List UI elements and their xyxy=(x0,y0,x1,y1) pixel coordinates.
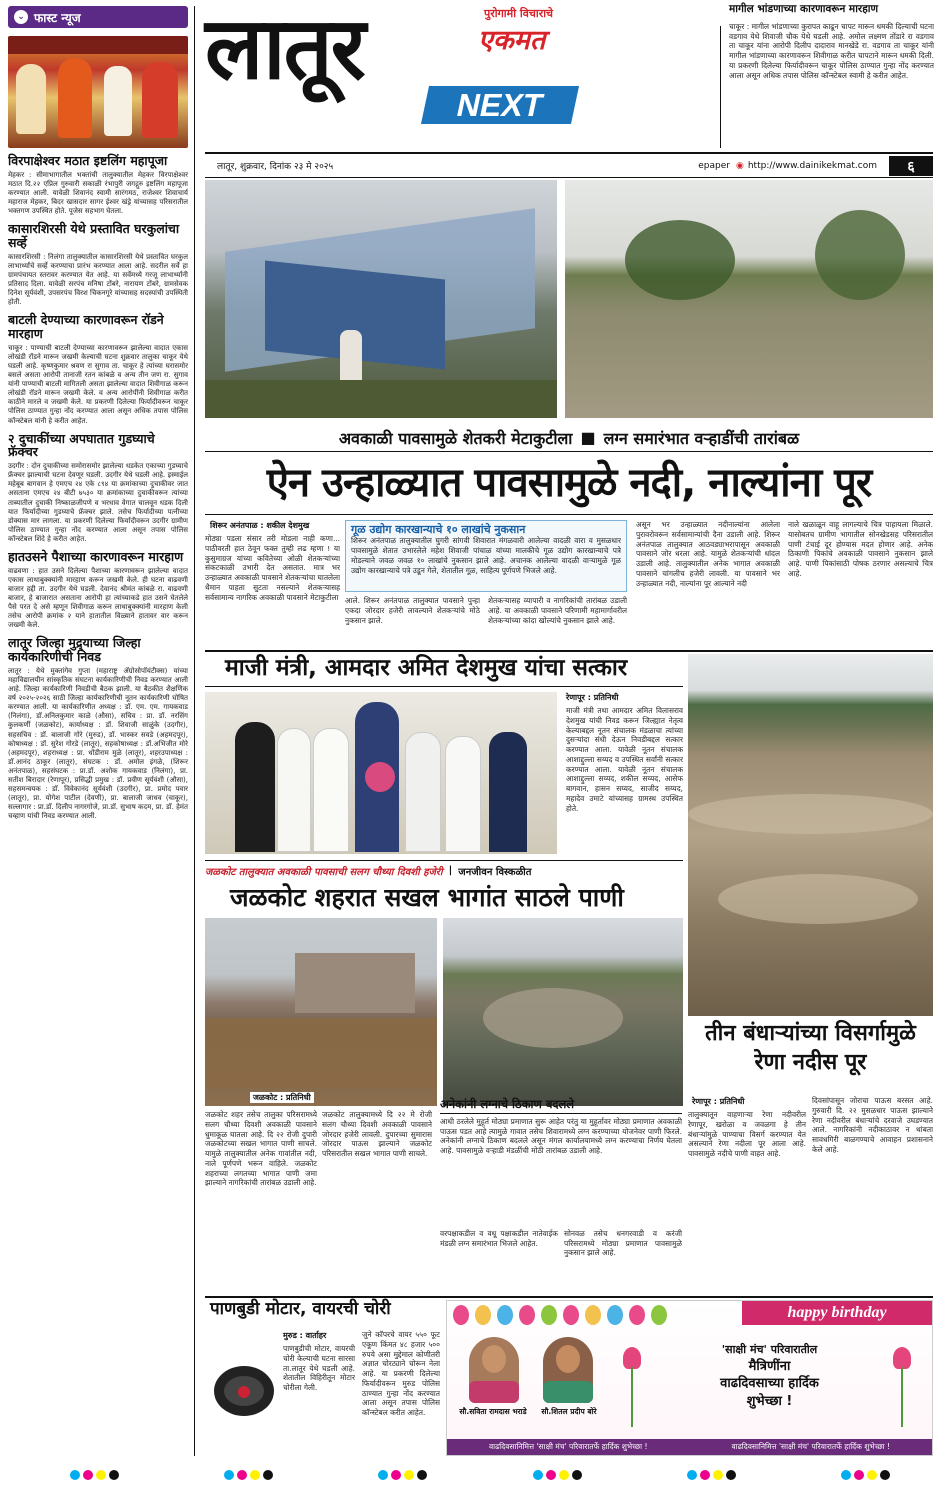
jalkot-col1: जळकोट शहर तसेच तालुका परिसरामध्ये सलग चौथ्या दिवशी अवकाळी पावसाने धुमाकूळ घातला आहे. दि २२ रोजी दुपारी जळकोटच्या सखल भागात पाणी साचले. यामुळे तालुक्यातील अनेक गावांतील नदी, नाले पूर्णपणे भरून वाहिले. जळकोट शहराच्या लगतच्या भागात पाणी जमा झाल्याने नागरिकांची तारांबळ उडाली आहे. xyxy=(205,1110,317,1188)
square-bullet-icon: ■ xyxy=(580,428,596,447)
story-body: चाकूर : पाण्याची बाटली देण्याच्या कारणावरून झालेल्या वादात एकास लोखंडी रॉडने मारून जखमी केल्याची घटना शुक्रवार तालुका चाकूर येथे घडली आहे. कृष्णकुमार श्रवण रा सुगाव ता. चाकूर हे त्यांच्या घरासमोर बसले असता आरोपी तानाजी रतन कांबळे व अन्य तीन जण रा. सुगाव यांनी पाण्याची बाटली मागितली असता झालेल्या वादात शिवीगाळ करून लोखंडी रॉडने मारून जखमी केले. व अन्य आरोपींनी शिवीगाळ करीत काठीने मारले व जखमी केले. या प्रकरणी दिलेल्या फिर्यादीवरून चाकूर पोलिस ठाण्यात गुन्हा नोंद करण्यात आला असून अधिक तपास पोलिस कॉन्स्टेबल यांनी हे करीत आहेत. xyxy=(8,343,188,425)
brand-tagline: पुरोगामी विचाराचे xyxy=(484,7,554,20)
masthead-title: लातूर xyxy=(205,0,364,99)
birthday-message xyxy=(662,1343,877,1410)
strap-text: जळकोट तालुक्यात अवकाळी पावसाची सलग चौथ्या दिवशी हजेरी xyxy=(205,866,443,878)
amit-byline: रेणापूर : प्रतिनिधी xyxy=(566,693,619,702)
msg-line: वाढदिवसाच्या हार्दिक xyxy=(720,1376,819,1392)
lead-box xyxy=(345,520,627,592)
story-body: चाकूर : मागील भांडणाच्या कुरापत काढून चापट मारून धमकी दिल्याची घटना वडगाव येथे शिवाजी चौक येथे घडली आहे. अमोल लक्ष्मण तोंडारे रा वडगाव ता चाकूर यांना आरोपी दिलीप दादाराव मानखेडे रा. वडगाव ता चाकूर यांनी मागील भांडणाच्या कारणावरून शिवीगाळ करीत चापटाने मारून धमकी दिली. या प्रकरणी दिलेल्या फिर्यादीवरून चाकूर पोलिस ठाण्यात गुन्हा नोंद करण्यात आला असून अधिक तपास पोलिस कॉन्स्टेबल स्वामी हे करीत आहेत. xyxy=(729,21,934,80)
story-body: मेहकर : सीमाभागातील भक्तांची तालुक्यातील मेहकर विरपाक्षेश्वर मठात दि.२२ एप्रिल गुरुवारी सकाळी रंभापुरी जगद्गुरु इष्टलिंग महापूजा करण्यात आली. यावेळी शिवानंद स्वामी सारंगमठ, राजेश्वर शिवाचार्य महाराज मेहकर, बिदर खासदार सागर ईश्वर खंड्रे यांच्यासह परिसरातील भक्तगण उपस्थित होते. पूजेस सहभाग घेतला. xyxy=(8,170,188,216)
flood-byline: रेणापूर : प्रतिनिधी xyxy=(692,1097,745,1106)
wedding-col3: सोनवळ तसेच धनगरवाडी व करंजी परिसरामध्ये मोठ्या प्रमाणात पावसामुळे नुकसान झाले आहे. xyxy=(564,1228,682,1258)
strap-text-2: जनजीवन विस्कळीत xyxy=(458,866,532,878)
balloon-icon xyxy=(519,1305,535,1325)
page-number: ६ xyxy=(889,156,933,176)
avatar xyxy=(543,1337,593,1403)
balloon-icon xyxy=(541,1305,557,1325)
story-title: हातउसने पैशाच्या कारणावरून मारहाण xyxy=(8,548,184,564)
epaper-label: epaper xyxy=(698,160,730,171)
flooded-field-photo xyxy=(565,180,933,418)
chevron-down-icon: ⌄ xyxy=(14,10,28,24)
strap-right: लग्न समारंभात वऱ्हाडींची तारांबळ xyxy=(603,428,800,448)
tulip-icon xyxy=(617,1347,647,1427)
temple-photo xyxy=(8,36,188,148)
amit-body: माजी मंत्री तथा आमदार अमित विलासराव देशमुख यांची निवड करून जिल्ह्यात नेतृत्व केल्याबद्दल नूतन संचालक मंडळाचा त्यांच्या दुसऱ्यांदा संधी देऊन निवडीबद्दल सत्कार करण्यात आला. यावेळी नूतन संचालक आशाद्दुल्ला सय्यद व उपस्थित सर्वांनी सत्कार करण्यात आला. यावेळी नूतन संचालक आशाद्दुल्ला सय्यद, शकील सय्यद, आसेफ बागवान, हासन सय्यद, साजीद सय्यद, महादेव उमाटे यांच्यासह ग्रामस्थ उपस्थित होते. xyxy=(566,706,683,813)
birthday-ad xyxy=(446,1300,933,1456)
story-title: २ दुचाकींच्या अपघातात गुडघ्याचे फ्रॅक्चर xyxy=(8,430,155,460)
theft-headline: पाणबुडी मोटार, वायरची चोरी xyxy=(210,1299,391,1319)
water-stream-photo xyxy=(443,918,683,1106)
flood-col2: दिवसांपासून जोराचा पाऊस बरसत आहे. गुरुवारी दि. २२ मुसळधार पाऊस झाल्याने रेणा नदीवरील बंधाऱ्यांचे दरवाजे उघडण्यात आले. नागरिकांनी नदीकाठावर न थांबता सावधगिरी बाळगण्याचे आवाहन प्रशासनाने केले आहे. xyxy=(812,1096,933,1154)
balloon-icon xyxy=(651,1305,667,1325)
story-title: कासारशिरसी येथे प्रस्तावित घरकुलांचा सर्व्हे xyxy=(8,221,180,250)
masthead-next: NEXT xyxy=(421,86,579,124)
birthday-footer xyxy=(447,1439,932,1455)
box-body: शिरूर अनंतपाळ तालुक्यातील घुगरी सांगवी शिवारात मंगळवारी आलेल्या वादळी वारा व मुसळधार पावसामुळे शेतात उभारलेले महेश शिवाजी पांचाळ यांच्या मालकीचे गूळ उद्योग कारखान्याचे पत्रे मोडल्याने जवळ जवळ १० लाखांचे नुकसान झाले आहे. अचानक आलेल्या वादळी वाऱ्यामुळे गूळ उद्योग कारखान्याचे पत्रे उडून गेले, शेतातील गूळ, साहित्य पूर्णपणे भिजले आहे. xyxy=(351,536,621,575)
person-name: सौ.शितल प्रदीप बोरे xyxy=(541,1407,597,1416)
lead-byline: शिरूर अनंतपाळ : शकील देशमुख xyxy=(210,521,310,530)
wedding-title: अनेकांनी लग्नाचे ठिकाण बदलले xyxy=(440,1098,682,1114)
balloon-icon xyxy=(497,1305,513,1325)
story-body: कासारशिरसी : निलंगा तालुक्यातील कासारशिरसी येथे प्रस्तावित घरकुल लाभार्थ्यांचे सर्व्हे करण्याचा प्रारंभ करण्यात आला आहे. सदरील सर्वे हा ग्रामपंचायत स्तरावर करण्यात येत आहे. या सर्वेमध्ये गरजू लाभार्थ्यांनी प्रतिसाद दिला. यावेळी सरपंच मनिषा टोंबरे, नारायण टोंबरे, ग्रामसेवक दिनेश सूर्यवंशी, उपसरपंच विरश चिकनगूरे यांच्यासह सदस्यांची उपस्थिती होती. xyxy=(8,252,188,307)
waterlogged-street-photo xyxy=(205,918,437,1106)
jalkot-headline: जळकोट शहरात सखल भागांत साठले पाणी xyxy=(230,883,624,912)
person-name: सौ.सविता रामदास भराडे xyxy=(459,1407,527,1416)
date-bar xyxy=(205,152,933,178)
damaged-shed-photo xyxy=(205,180,557,418)
brand-logo: एकमत xyxy=(478,25,546,56)
tulip-icon xyxy=(887,1347,917,1427)
balloon-icon xyxy=(453,1305,469,1325)
amit-headline: माजी मंत्री, आमदार अमित देशमुख यांचा सत्कार xyxy=(225,655,628,681)
balloon-icon xyxy=(475,1305,491,1325)
footer-text: वाढदिवसानिमित्त 'साक्षी मंच' परिवारातर्फे हार्दिक शुभेच्छा ! xyxy=(731,1442,891,1451)
lead-strap xyxy=(205,424,933,452)
flood-headline: तीन बंधाऱ्यांच्या विसर्गामुळे रेणा नदीस पूर xyxy=(705,1021,916,1075)
separator-icon: | xyxy=(448,865,453,876)
balloon-icon xyxy=(607,1305,623,1325)
felicitation-photo xyxy=(205,692,557,854)
motor-wire-photo xyxy=(210,1330,278,1456)
lead-col1: मोठ्या पडला संसार तरी मोडला नाही कणा... पाठीवरती हात ठेवून फक्त तुम्ही लढ म्हणा ! या कुसुमाग्रज यांच्या कवितेच्या ओळी शेतकऱ्यांच्या संकटकाळी उभारी देत असतात. मात्र भर उन्हाळ्यात अवकाळी पावसाने शेतकऱ्यांचा घातलेला थैमान पाहता सुटता नसल्याने शेतकऱ्यासह सर्वसामान्य नागरिक अवकाळी पावसाने मेटाकुटीला xyxy=(205,534,340,602)
wedding-col2: वरपक्षाकडील व वधू पक्षाकडील नातेवाईक मंडळी लग्न समारंभात भिजले आहेत. xyxy=(440,1228,558,1248)
jalkot-col2: जळकोट तालुक्यामध्ये दि २२ मे रोजी सलग चौथ्या दिवशी अवकाळी पावसाने जोरदार हजेरी लावली. दुपारच्या सुमारास जोरदार पाऊस झाल्याने जळकोट परिसरातील सखल भागात पाणी साचले. xyxy=(322,1110,432,1159)
balloon-icon xyxy=(629,1305,645,1325)
top-right-story xyxy=(720,3,934,148)
birthday-banner: happy birthday xyxy=(742,1301,932,1325)
msg-line: मैत्रिणींना xyxy=(748,1358,791,1374)
lead-col4: असून भर उन्हाळ्यात नदीनाल्यांना आलेला पुरावरोवरून सर्वसामान्यांची दैना उडाली आहे. शिरूर अनंतपाळ तालुक्यात आठवड्याभरापासून अवकाळी पावसाने जोर धरला आहे. यामुळे शेतकऱ्यांची धांदल उडाली आहे. तालुक्यातील अनेक भागात अवकाळी पावसाने चांगलीच हजेरी लावली. या पावसाने भर उन्हाळ्यात नदी, नाल्यांना पूर आल्याने नदी xyxy=(636,520,780,588)
strap-left: अवकाळी पावसामुळे शेतकरी मेटाकुटीला xyxy=(338,428,573,448)
msg-line: 'साक्षी मंच' परिवारातील xyxy=(721,1343,818,1356)
balloon-icon xyxy=(563,1305,579,1325)
theft-byline: मुरुड : वार्ताहर xyxy=(283,1331,327,1340)
story-title: बाटली देण्याच्या कारणावरून रॉडने मारहाण xyxy=(8,312,164,342)
story-title: विरपाक्षेश्वर मठात इष्टलिंग महापूजा xyxy=(8,153,168,168)
lead-col5: नाले खळाळून वाहू लागल्याचे चित्र पाहायला मिळाले. यासोबतच ग्रामीण भागातील सोनखेडसह परिसरातील पाणी टंचाई दूर होण्यास मदत होणार आहे. अनेक ठिकाणी पिकांचे अवकाळी पावसाने नुकसान झाले आहे. पाणी पिकांसाठी पोषक ठरणार असल्याचे चित्र आहे. xyxy=(788,520,933,578)
balloon-row xyxy=(453,1305,733,1327)
story-body: उदगीर : दोन दुचाकीच्या समोरासमोर झालेल्या धडकेत एकाच्या गुडघ्याचे फ्रॅक्चर झाल्याची घटना देवणूर घडली. उदगीर येथे घडली आहे. इस्माईल महेबूब बागवान हे एमएच २४ एके ८९४ या क्रमांकाच्या दुचाकीवर जात असताना एमएच २४ बीटी ७५३० या क्रमांकाच्या दुचाकीवरून त्यांच्या ताब्यातील दुचाकी निष्काळजीपणे व भरधाव वेगात चालवून धडक दिली यात फिर्यादीच्या गुडघ्याचे फ्रॅक्चर झाले. तसेच फिर्यादीच्या पत्नीच्या डोक्यास मार लागला. या प्रकरणी दिलेल्या फिर्यादीवरून उदगीर ग्रामीण पोलिस ठाण्यात गुन्हा नोंद करण्यात आला असून तपास पोलिस कॉन्स्टेबल शिंदे हे करीत आहेत. xyxy=(8,462,188,543)
jalkot-strap xyxy=(205,860,683,880)
globe-icon: ◉ xyxy=(735,160,744,171)
wedding-body: आधी ठरलेले मुहूर्त मोठ्या प्रमाणात सुरू आहेत परंतु या मुहूर्तावर मोठ्या प्रमाणात अवकाळी पाऊस पडत आहे त्यामुळे गावात तसेच शिवारामध्ये लग्न करण्याच्या योजनेवर पाणी फिरले. अनेकांनी लग्नाचे ठिकाण बदलले असून मंगल कार्यालयामध्ये लग्न करण्याचा निर्णय घेतला आहे. पावसामुळे वऱ्हाडी मंडळींची मोठी तारांबळ उडाली आहे. xyxy=(440,1116,682,1156)
footer-text: वाढदिवसानिमित्त 'साक्षी मंच' परिवारातर्फे हार्दिक शुभेच्छा ! xyxy=(488,1442,648,1451)
website-link[interactable]: http://www.dainikekmat.com xyxy=(747,160,877,171)
fast-news-bar xyxy=(8,6,188,28)
flood-col1: तालुक्यातून वाहणाऱ्या रेणा नदीवरील रेणापूर, खरोळा व जवळगा हे तीन बंधाऱ्यांमुळे पाण्याचा विसर्ग करण्यात येत असल्याने रेणा नदीला पूर आला आहे. पावसामुळे नदीचे पाणी वाहत आहे. xyxy=(688,1110,806,1159)
jalkot-caption: जळकोट : प्रतिनिधी xyxy=(250,1092,314,1103)
balloon-icon xyxy=(585,1305,601,1325)
lead-col2: आले. शिरूर अनंतपाळ तालुक्यात पावसाने पुन्हा एकदा जोरदार हजेरी लावल्याने शेतकऱ्यांचे मोठे नुकसान झाले. xyxy=(345,596,480,625)
fast-news-column xyxy=(8,6,188,1461)
story-body: लातूर : येथे मुक्तांगेव गुप्ता (महाराष्ट्र ॲग्रोसोपॉयंटीक्स) यांच्या महाविद्यालयीन सांस्कृतिक संघटना कार्यकारिणीची निवड करण्यात आली आहे. जिल्हा कार्यकारिणी निवडीची बैठक झाली. या बैठकीत शैक्षणिक वर्ष २०२५-२०२६ साठी जिल्हा कार्यकारिणीची नूतन कार्यकारिणी घोषित करण्यात आली. या कार्यकारिणीत अध्यक्ष : डॉ. एम. एम. गायकवाड (निलंगा), डॉ.अनिलकुमार काळे (औसा), सचिव : प्रा. डॉ. नरसिंग कुलकर्णी (जळकोट), कार्याध्यक्ष : डॉ. शिवाजी साळुंके (उदगीर), सहसचिव : डॉ. बालाजी गोरे (मुरुड), डॉ. भास्कर सवडे (अहमदपूर), कोषाध्यक्ष : डॉ. सुरेश गोरडे (लातूर), सहकोषाध्यक्ष : डॉ.अभिजीत मोरे (अहमदपूर), शहराध्यक्ष : प्रा. धोंडीराम मुळे (लातूर), शहरउपाध्यक्ष : डॉ.आनंद ठाकूर (लातूर), संघटक : डॉ. अमोल इंगळे, (शिरूर अनंतपाळ), सहसंघटक : प्रा.डॉ. अशोक गायकवाड (निलंगा), प्रा. सतीश बिरादार (रेणापूर), प्रसिद्धी प्रमुख : डॉ. प्रवीण सूर्यवंशी (औसा), सहसमन्वयक : डॉ. विवेकानंद सूर्यवंशी (उदगीर), प्रा. प्रमोद पवार (लातूर), प्रा. योगेश पाटील (देवणी), प्रा. बालाजी जाधव (चाकूर), सल्लागार : प्रा.डॉ. दिलीप नागरगोजे, प्रा.डॉ. सुभाष कदम, प्रा. डॉ. हेमंत चव्हाण यांची निवड करण्यात आली. xyxy=(8,666,188,821)
color-registration-marks xyxy=(70,1470,890,1484)
theft-col1: पाणबुडीची मोटार, वायरची चोरी केल्याची घटना सारसा ता.लातूर येथे घडली आहे. शेतातील विहिरीतून मोटार चोरीला गेली. xyxy=(283,1344,355,1393)
dateline: लातूर, शुक्रवार, दिनांक २३ मे २०२५ xyxy=(217,162,334,172)
msg-line: शुभेच्छा ! xyxy=(746,1393,793,1409)
fast-news-label: फास्ट न्यूज xyxy=(34,10,81,25)
story-body: वाढवणा : हात उसने दिलेल्या पैशाच्या कारणावरून झालेल्या वादात एकास लाथाबुक्क्यांनी मारहाण करून जखमी केले. ही घटना वाढवणी बाजार हद्दी ता. उदगीर येथे घडली. देवानंद श्रीमंत कांबळे रा. वाढवणी बाजार, हे बाजारात असताना आरोपी हा त्यांच्याकडे हात उसने घेतलेले पैसे परत दे असे म्हणून शिवीगाळ करून लाथाबुक्क्यांनी मारहाण केली तसेच आरोपी क्रमांक २ याने हातातील विळ्याने हातावर वार करून जखमी केले. xyxy=(8,566,188,630)
river-flood-photo xyxy=(688,654,933,1016)
box-title: गूळ उद्योग कारखान्याचे १० लाखांचे नुकसान xyxy=(351,523,526,536)
theft-col2: जुने कॉपरचे वायर ५५० फूट एकूण किंमत ४८ हजार ५०० रुपये असा मुद्देमाल कोणीतरी अज्ञात चोरट्याने चोरून नेला आहे. या प्रकरणी दिलेल्या फिर्यादीवरून मुरुड पोलिस ठाण्यात गुन्हा नोंद करण्यात आला असून तपास पोलिस कॉन्स्टेबल करीत आहेत. xyxy=(362,1330,440,1418)
lead-col3: शेतकऱ्यासह व्यापारी व नागरिकांची तारांबळ उडाली आहे. या अवकाळी पावसाने परिणामी महामार्गावरील शेतकऱ्यांच्या कांदा खोल्यांचे नुकसान झाले आहे. xyxy=(488,596,627,625)
story-title: लातूर जिल्हा मुद्र्याच्या जिल्हा कार्यकारिणीची निवड xyxy=(8,635,141,665)
avatar xyxy=(469,1337,519,1403)
lead-headline: ऐन उन्हाळ्यात पावसामुळे नदी, नाल्यांना पूर xyxy=(266,460,872,506)
story-title: मागील भांडणाच्या कारणावरून मारहाण xyxy=(729,3,879,15)
wedding-box xyxy=(440,1098,682,1294)
